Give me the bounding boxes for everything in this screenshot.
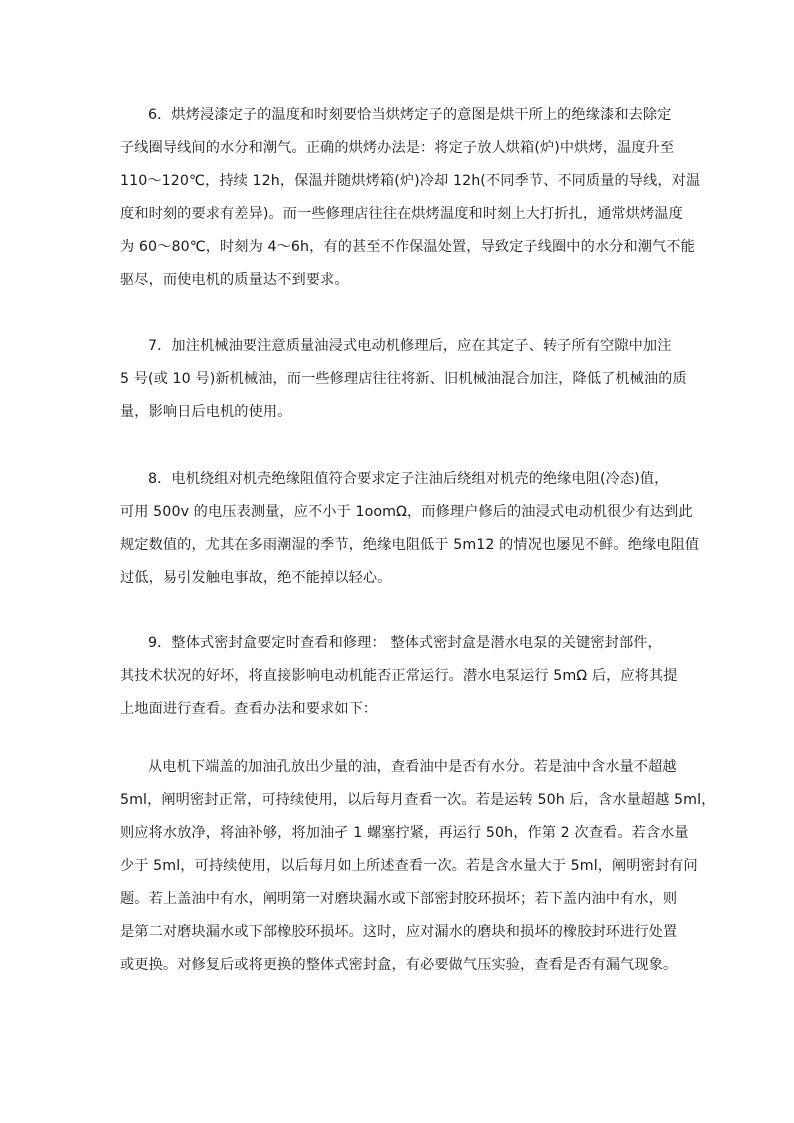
paragraph-6-line-3: 110～120℃，持续 12h，保温并随烘烤箱(炉)冷却 12h(不同季节、不同质量的导线，对温 xyxy=(120,173,701,189)
paragraph-6-line-4: 度和时刻的要求有差异)。而一些修理店往往在烘烤温度和时刻上大打折扎，通常烘烤温度 xyxy=(120,206,683,222)
paragraph-7-line-1: 7．加注机械油要注意质量油浸式电动机修理后，应在其定子、转子所有空隙中加注 xyxy=(148,338,672,354)
inspection-paragraph-line-2: 5ml，阐明密封正常，可持续使用，以后每月查看一次。若是运转 50h 后，含水量超越 5ml， xyxy=(120,792,716,808)
paragraph-6-line-1: 6．烘烤浸漆定子的温度和时刻要恰当烘烤定子的意图是烘干所上的绝缘漆和去除定 xyxy=(148,107,672,123)
paragraph-8-line-1: 8．电机绕组对机壳绝缘阻值符合要求定子注油后绕组对机壳的绝缘电阻(冷态)值， xyxy=(148,471,669,487)
inspection-paragraph-line-4: 少于 5ml，可持续使用，以后每月如上所述查看一次。若是含水量大于 5ml，阐明密封有问 xyxy=(120,858,698,874)
inspection-paragraph-line-6: 是第二对磨块漏水或下部橡胶环损坏。这时，应对漏水的磨块和损坏的橡胶封环进行处置 xyxy=(120,924,678,940)
paragraph-7-line-2: 5 号(或 10 号)新机械油，而一些修理店往往将新、旧机械油混合加注，降低了机械油的质 xyxy=(120,371,687,387)
inspection-paragraph-line-1: 从电机下端盖的加油孔放出少量的油，查看油中是否有水分。若是油中含水量不超越 xyxy=(148,759,677,775)
inspection-paragraph-line-3: 则应将水放净，将油补够，将加油孑 1 螺塞拧紧，再运行 50h，作第 2 次查看。若含水量 xyxy=(120,825,689,841)
paragraph-6-line-6: 驱尽，而使电机的质量达不到要求。 xyxy=(120,272,349,288)
paragraph-9-line-3: 上地面进行查看。查看办法和要求如下： xyxy=(120,701,378,717)
paragraph-7-line-3: 量，影响日后电机的使用。 xyxy=(120,404,292,420)
paragraph-6-line-2: 子线圈导线间的水分和潮气。正确的烘烤办法是：将定子放人烘箱(炉)中烘烤，温度升至 xyxy=(120,140,675,156)
inspection-paragraph-line-5: 题。若上盖油中有水，阐明第一对磨块漏水或下部密封胶环损坏；若下盖内油中有水，则 xyxy=(120,891,678,907)
paragraph-9-line-2: 其技术状况的好坏，将直接影响电动机能否正常运行。潜水电泵运行 5mΩ 后，应将其提 xyxy=(120,668,678,684)
paragraph-8-line-2: 可用 500v 的电压表测量，应不小于 1oomΩ，而修理户修后的油浸式电动机很少有达到此 xyxy=(120,504,693,520)
paragraph-8-line-3: 规定数值的，尤其在多雨潮湿的季节，绝缘电阻低于 5m12 的情况也屡见不鲜。绝缘电阻值 xyxy=(120,537,700,553)
paragraph-6-line-5: 为 60～80℃，时刻为 4～6h，有的甚至不作保温处置，导致定子线圈中的水分和潮气不能 xyxy=(120,239,695,255)
paragraph-9-line-1: 9．整体式密封盒要定时查看和修理： 整体式密封盒是潜水电泵的关键密封部件， xyxy=(148,635,662,651)
paragraph-8-line-4: 过低，易引发触电事故，绝不能掉以轻心。 xyxy=(120,570,392,586)
inspection-paragraph-line-7: 或更换。对修复后或将更换的整体式密封盒，有必要做气压实验，查看是否有漏气现象。 xyxy=(120,957,678,973)
